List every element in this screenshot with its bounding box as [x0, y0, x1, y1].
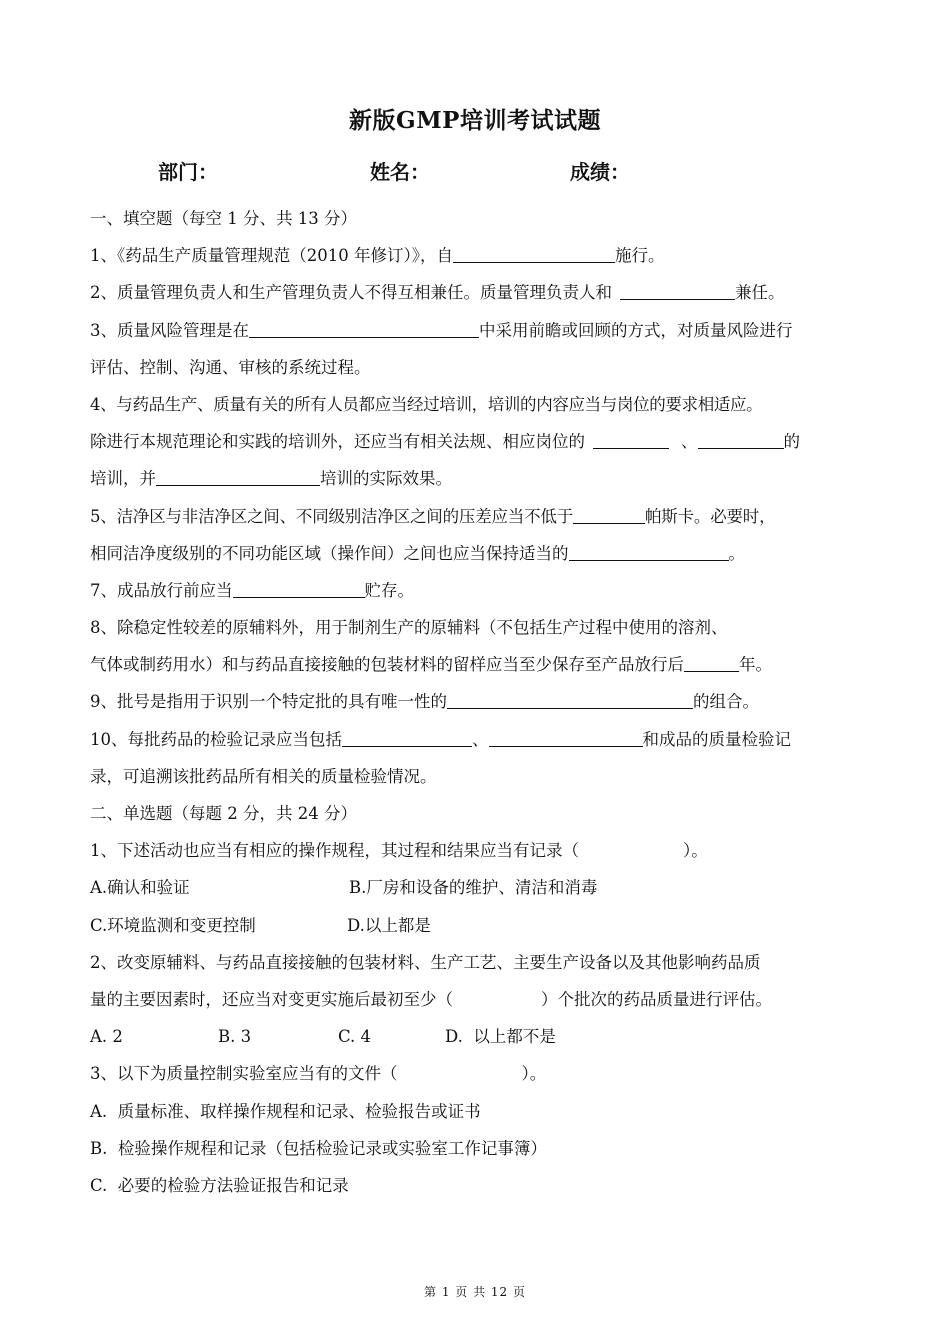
fill-question-9: [90, 683, 865, 720]
q5-text-a: 5、洁净区与非洁净区之间、不同级别洁净区之间的压差应当不低于: [90, 506, 573, 526]
answer-blank[interactable]: [698, 428, 784, 449]
answer-blank[interactable]: [684, 651, 739, 672]
choice-question-3: [90, 1055, 865, 1092]
q1-text-a: 1、《药品生产质量管理规范（2010 年修订）》，自: [90, 246, 453, 266]
fill-question-1: [90, 237, 865, 274]
q4-text-b: 除进行本规范理论和实践的培训外，还应当有相关法规、相应岗位的: [90, 432, 585, 452]
answer-blank[interactable]: [453, 242, 615, 263]
q8-text-c: 年。: [739, 655, 772, 675]
fill-question-3: [90, 312, 865, 349]
section1-heading: 一、填空题（每空 1 分、共 13 分）: [90, 209, 357, 228]
fill-question-8-cont: [90, 646, 865, 683]
choice-question-3-option-a: A. 质量标准、取样操作规程和记录、检验报告或证书: [90, 1101, 481, 1121]
mcq3-stem-b: ）。: [521, 1064, 547, 1084]
choice-question-3-option-b: B. 检验操作规程和记录（包括检验记录或实验室工作记事簿）: [90, 1138, 547, 1158]
q5-text-c: 相同洁净度级别的不同功能区域（操作间）之间也应当保持适当的: [90, 543, 569, 563]
answer-blank[interactable]: [156, 465, 320, 486]
q2-text-a: 2、质量管理负责人和生产管理负责人不得互相兼任。质量管理负责人和: [90, 283, 612, 303]
option-c: C.环境监测和变更控制: [90, 915, 256, 935]
answer-blank[interactable]: [447, 688, 693, 709]
q9-text-b: 的组合。: [693, 692, 759, 712]
q4-text-e: 培训，并: [90, 469, 156, 489]
fill-question-8: 8、除稳定性较差的原辅料外，用于制剂生产的原辅料（不包括生产过程中使用的溶剂、: [90, 618, 728, 638]
q3-text-a: 3、质量风险管理是在: [90, 320, 249, 340]
q9-text-a: 9、批号是指用于识别一个特定批的具有唯一性的: [90, 692, 447, 712]
answer-blank[interactable]: [569, 540, 729, 561]
mcq1-stem-b: ）。: [683, 841, 708, 861]
page-title: 新版GMP培训考试试题: [349, 107, 601, 134]
fill-question-4-cont2: [90, 460, 865, 497]
fill-question-5: [90, 498, 865, 535]
q4-text-c: 、: [681, 432, 698, 452]
fill-question-3-cont: 评估、控制、沟通、审核的系统过程。: [90, 357, 371, 377]
choice-question-3-option-c: C. 必要的检验方法验证报告和记录: [90, 1175, 349, 1195]
option-a: A.确认和验证: [90, 878, 190, 898]
section2-heading: 二、单选题（每题 2 分，共 24 分）: [90, 804, 357, 823]
fill-question-10-cont: 录，可追溯该批药品所有相关的质量检验情况。: [90, 766, 437, 786]
answer-blank[interactable]: [620, 279, 735, 300]
fill-question-4-cont: [90, 423, 865, 460]
score-label: 成绩：: [570, 160, 630, 184]
answer-blank[interactable]: [342, 726, 472, 747]
mcq2-stem-c: ）个批次的药品质量进行评估。: [541, 989, 772, 1009]
fill-question-4: 4、与药品生产、质量有关的所有人员都应当经过培训，培训的内容应当与岗位的要求相适应。: [90, 394, 763, 414]
answer-blank[interactable]: [573, 503, 645, 524]
choice-question-1-options-cd: [90, 907, 865, 944]
q5-text-d: 。: [728, 543, 745, 563]
mcq1-stem-a: 1、下述活动也应当有相应的操作规程，其过程和结果应当有记录（: [90, 841, 579, 861]
option-d: D.以上都是: [347, 915, 431, 935]
q10-text-a: 10、每批药品的检验记录应当包括: [90, 729, 342, 749]
q1-text-b: 施行。: [614, 246, 665, 266]
choice-question-1-options-ab: [90, 869, 865, 906]
answer-blank[interactable]: [593, 428, 669, 449]
q4-text-d: 的: [783, 432, 800, 452]
fill-question-2: [90, 274, 865, 311]
fill-question-10: [90, 721, 865, 758]
option-c: C. 4: [338, 1027, 372, 1047]
exam-body: [90, 200, 865, 1204]
option-b: B. 3: [218, 1027, 252, 1047]
choice-question-2-cont: [90, 981, 865, 1018]
choice-question-1: [90, 832, 865, 869]
q10-text-c: 和成品的质量检验记: [642, 729, 791, 749]
q8-text-b: 气体或制药用水）和与药品直接接触的包装材料的留样应当至少保存至产品放行后: [90, 655, 684, 675]
q4-text-f: 培训的实际效果。: [320, 469, 452, 489]
choice-question-2: 2、改变原辅料、与药品直接接触的包装材料、生产工艺、主要生产设备以及其他影响药品质: [90, 952, 761, 972]
name-label: 姓名：: [370, 160, 430, 184]
answer-blank[interactable]: [249, 317, 479, 338]
choice-question-2-options: [90, 1018, 865, 1055]
mcq3-stem-a: 3、以下为质量控制实验室应当有的文件（: [90, 1064, 398, 1084]
q7-text-b: 贮存。: [364, 580, 414, 600]
answer-blank[interactable]: [233, 577, 365, 598]
q10-text-b: 、: [472, 729, 489, 749]
mcq2-stem-b: 量的主要因素时，还应当对变更实施后最初至少（: [90, 989, 453, 1009]
fill-question-7: [90, 572, 865, 609]
fill-question-5-cont: [90, 535, 865, 572]
q3-text-b: 中采用前瞻或回顾的方式，对质量风险进行: [479, 320, 793, 340]
dept-label: 部门：: [158, 160, 218, 184]
option-a: A. 2: [90, 1027, 123, 1047]
q5-text-b: 帕斯卡。必要时，: [645, 506, 776, 526]
header-fields: [0, 156, 950, 186]
page-footer: 第 1 页 共 12 页: [424, 1285, 526, 1299]
q2-text-b: 兼任。: [735, 283, 785, 303]
option-b: B.厂房和设备的维护、清洁和消毒: [349, 878, 598, 898]
option-d: D. 以上都不是: [445, 1027, 556, 1047]
answer-blank[interactable]: [489, 726, 643, 747]
q7-text-a: 7、成品放行前应当: [90, 580, 233, 600]
